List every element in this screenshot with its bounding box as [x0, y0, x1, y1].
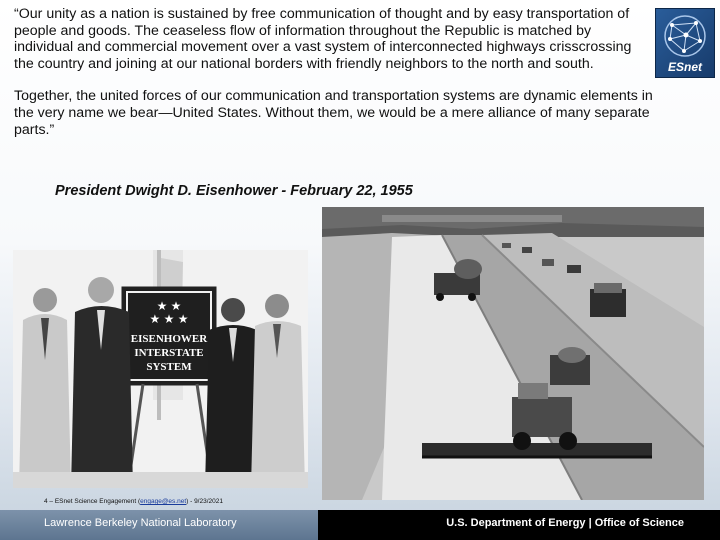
footnote-email-link[interactable]: engage@es.net: [140, 498, 187, 505]
footer-doe-office: U.S. Department of Energy | Office of Science: [446, 517, 684, 529]
footer-right: [318, 510, 720, 540]
svg-text:★ ★: ★ ★: [156, 299, 182, 313]
svg-text:★ ★ ★: ★ ★ ★: [149, 312, 189, 326]
footnote-suffix: ) - 9/23/2021: [186, 498, 223, 505]
quote-paragraph-2: Together, the united forces of our communication and transportation systems are dynamic elements in the very name we bear—United States. Without them, we would be a mere alliance of many separate parts.”: [14, 88, 653, 138]
footer-lab-name: Lawrence Berkeley National Laboratory: [44, 517, 237, 529]
footer-left: [0, 510, 318, 540]
footnote-prefix: 4 – ESnet Science Engagement (: [44, 498, 141, 505]
quote-block: [14, 6, 654, 138]
footnote: [44, 498, 223, 505]
logo-text: ESnet: [667, 60, 702, 74]
sign-line-2: INTERSTATE: [134, 347, 204, 359]
photo-eisenhower-sign: [13, 250, 308, 488]
esnet-logo: [655, 8, 715, 78]
sign-line-3: SYSTEM: [146, 361, 192, 373]
esnet-globe-icon: [662, 13, 708, 59]
sign-line-1: EISENHOWER: [130, 333, 208, 345]
quote-attribution: President Dwight D. Eisenhower - February 22, 1955: [55, 183, 413, 199]
photo-highway-construction: [322, 207, 704, 500]
quote-paragraph-1: “Our unity as a nation is sustained by free communication of thought and by easy transportation of people and goods. The ceaseless flow of information throughout the Republic is matched by individual and commercial movement over a vast system of interconnected highways crisscrossing the country and joining at our national borders with friendly neighbors to the north and south.: [14, 6, 632, 72]
